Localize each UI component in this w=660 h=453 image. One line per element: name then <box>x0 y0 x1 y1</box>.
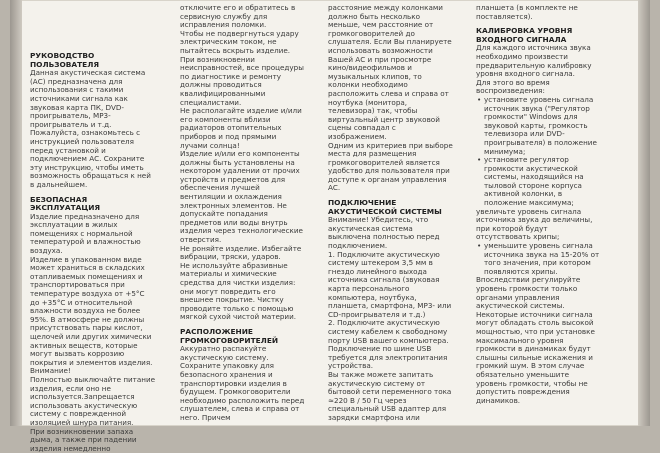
paragraph: Не роняйте изделие. Избегайте вибрации, тряски, ударов. <box>180 243 302 262</box>
section-heading: РАСПОЛОЖЕНИЕ ГРОМКОГОВОРИТЕЛЕЙ <box>180 326 279 345</box>
paragraph: Не используйте абразивные материалы и химические средства для чистки изделия: они могут повредить его внешнее покрытие. Чистку проводите только с помощью мягкой сухой чистой материи. <box>180 260 297 322</box>
bullet-item: • установите регулятор громкости акустической системы, находящийся на тыловой стороне корпуса активной колонки, в положение максимума; <box>476 156 602 208</box>
paragraph: Для каждого источника звука необходимо произвести предварительную калибровку уровня входного сигнала. <box>476 43 592 79</box>
manual-sheet <box>10 0 650 453</box>
paragraph: Чтобы не подвергнуться удару электрическим током, не пытайтесь вскрыть изделие. При возникновении неисправностей, все процедуры по диагностике и ремонту должны проводиться квалифицированными специалистами. <box>180 28 304 107</box>
text-column-3 <box>328 4 454 423</box>
paragraph: Для этого во время воспроизведения: <box>476 77 550 96</box>
paragraph: 1. Подключите акустическую систему штекером 3,5 мм в гнездо линейного выхода источника сигнала (звуковая карта персонального компьютера, ноутбука, планшета, смартфона, MP3- или CD-проигрывателя и т.д.) <box>328 249 452 319</box>
section-heading: РУКОВОДСТВО ПОЛЬЗОВАТЕЛЯ <box>30 51 100 69</box>
paragraph: Не располагайте изделие и/или его компоненты вблизи радиаторов отопительных приборов и под прямыми лучами солнца! <box>180 106 302 150</box>
paragraph: Полностью выключайте питание изделия, если оно не используется.Запрещается использовать акустическую систему с поврежденной изоляцией шнура питания. <box>30 374 156 427</box>
paragraph: Вы также можете запитать акустическую систему от бытовой сети переменного тока ≈220 В / 50 Гц через специальный USB адаптер для зарядки смартфона или <box>328 369 452 422</box>
bullet-item: • установите уровень сигнала источник звука ("Регулятор громкости" Windows для звуковой карты, громкость телевизора или DVD-проигрывателя) в положение минимума; <box>476 96 602 156</box>
text-column-4 <box>476 4 602 405</box>
section-heading: КАЛИБРОВКА УРОВНЯ ВХОДНОГО СИГНАЛА <box>476 26 573 44</box>
paragraph: Внимание! Убедитесь, что акустическая система выключена полностью перед подключением. <box>328 215 440 251</box>
paragraph: отключите его и обратитесь в сервисную службу для исправления поломки. <box>180 3 296 30</box>
text-column-1 <box>30 46 156 453</box>
paragraph: Аккуратно распакуйте акустическую систему. Сохраните упаковку для безопасного хранения и транспортировки изделия в будущем. Громкоговорители необходимо расположить перед слушателем, слева и справа от него. Причем <box>180 344 305 422</box>
bullet-item: • уменьшите уровень сигнала источника звука на 15-20% от того значения, при котором появляются хрипы. <box>476 242 602 276</box>
text-column-2 <box>180 4 306 423</box>
paragraph: увеличьте уровень сигнала источника звука до величины, при которой будут отсутствовать хрипы; <box>476 206 593 242</box>
paragraph: Одним из критериев при выборе места для размещения громкоговорителей является удобство для пользователя при доступе к органам управления АС. <box>328 140 453 193</box>
paragraph: планшета (в комплекте не поставляется). <box>476 3 578 21</box>
paragraph: Изделие в упакованном виде может храниться в складских отапливаемых помещениях и транспортироваться при температуре воздуха от +5°С до +35°С и относительной влажности воздуха не более 95%. В атмосфере не должны присутствовать пары кислот, щелочей или других химически активных веществ, которые могут вызвать коррозию покрытия и элементов изделия. Внимание! <box>30 254 153 376</box>
paragraph: Впоследствии регулируйте уровень громкости только органами управления акустической системы. Некоторые источники сигнала могут обладать столь высокой мощностью, что при установке максимального уровня громкости в динамиках будут слышны сильные искажения и громкий шум. В этом случае обязательно уменьшите уровень громкости, чтобы не допустить повреждения динамиков. <box>476 275 595 405</box>
box-edge-left <box>10 0 22 426</box>
paragraph: Изделие предназначено для эксплуатации в жилых помещениях с нормальной температурой и влажностью воздуха. <box>30 211 141 256</box>
box-edge-right <box>638 0 650 426</box>
paragraph: Изделие и/или его компоненты должны быть установлены на некотором удалении от прочих устройств и предметов для обеспечения лучшей вентиляции и охлаждения электронных элементов. Не допускайте попадания предметов или воды внутрь изделия через технологические отверстия. <box>180 149 303 245</box>
paragraph: расстояние между колонками должно быть несколько меньше, чем расстояние от громкоговорителей до слушателя. Если Вы планируете использовать возможности Вашей АС и при просмотре кино/видеофильмов и музыкальных клипов, то колонки необходимо расположить слева и справа от ноутбука (монитора, телевизора) так, чтобы виртуальный центр звуковой сцены совпадал с изображением. <box>328 3 452 141</box>
paragraph: Данная акустическая система (АС) предназначена для использования с такими источниками сигнала как звуковая карта ПК, DVD-проигрыватель, MP3-проигрыватель и т.д. Пожалуйста, ознакомьтесь с инструкцией пользователя перед установкой и подключением АС. Сохраните эту инструкцию, чтобы иметь возможность обращаться к ней в дальнейшем. <box>30 68 151 189</box>
paragraph: 2. Подключите акустическую систему кабелем к свободному порту USB вашего компьютера. Подключение по шине USB требуется для электропитания устройства. <box>328 318 449 371</box>
paragraph: При возникновении запаха дыма, а также при падении изделия немедленно <box>30 426 137 453</box>
section-heading: ПОДКЛЮЧЕНИЕ АКУСТИЧЕСКОЙ СИСТЕМЫ <box>328 198 442 216</box>
section-heading: БЕЗОПАСНАЯ ЭКСПЛУАТАЦИЯ <box>30 194 101 213</box>
